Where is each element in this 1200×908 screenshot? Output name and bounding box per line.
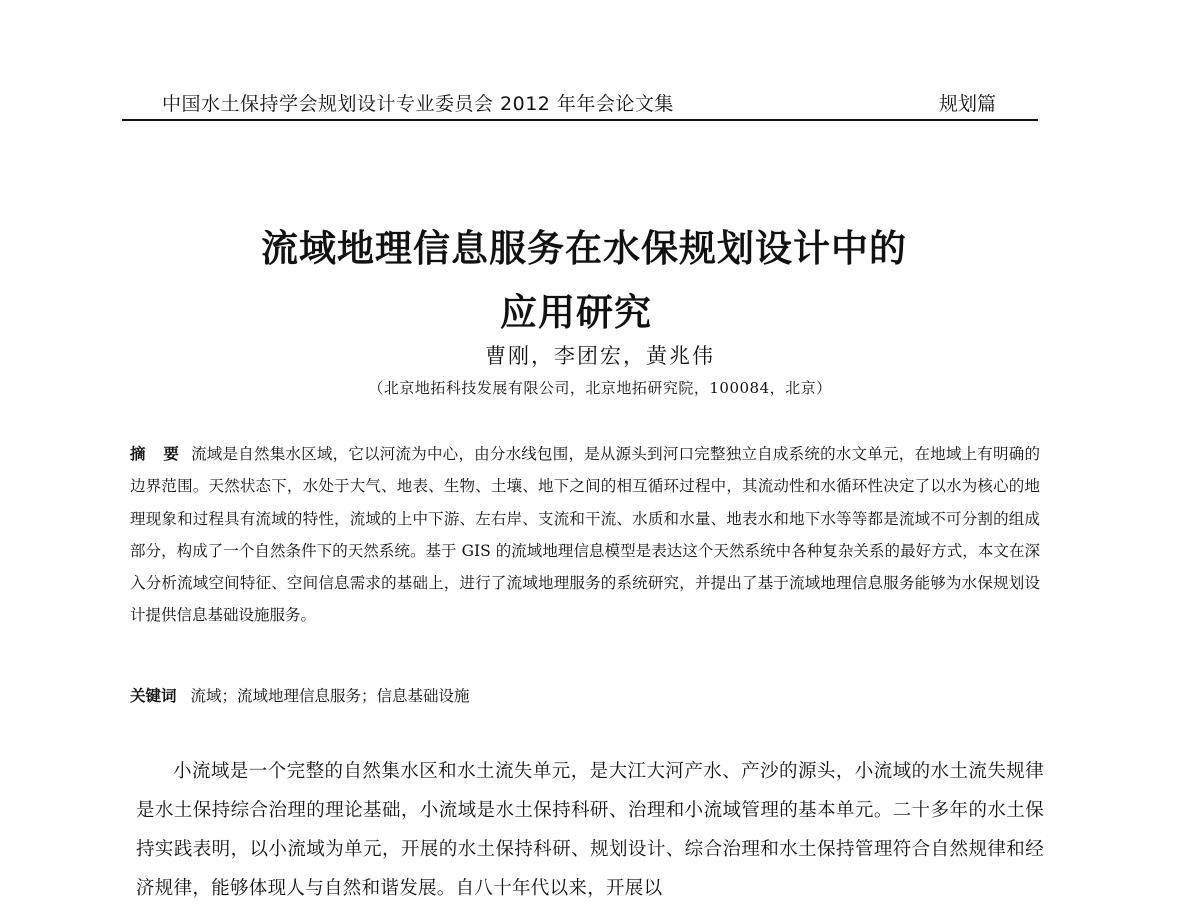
abstract-block bbox=[130, 438, 1040, 632]
body-paragraph: 小流域是一个完整的自然集水区和水土流失单元，是大江大河产水、产沙的源头，小流域的水土流失规律是水土保持综合治理的理论基础，小流域是水土保持科研、治理和小流域管理的基本单元。二十多年的水土保持实践表明，以小流域为单元，开展的水土保持科研、规划设计、综合治理和水土保持管理符合自然规律和经济规律，能够体现人与自然和谐发展。自八十年代以来，开展以 bbox=[136, 761, 1044, 899]
paper-title-line-2: 应用研究 bbox=[500, 291, 652, 334]
running-header bbox=[122, 89, 1038, 121]
keywords-text: 流域；流域地理信息服务；信息基础设施 bbox=[190, 687, 470, 705]
paper-title-line-1: 流域地理信息服务在水保规划设计中的 bbox=[261, 227, 907, 270]
abstract-label: 摘 要 bbox=[130, 445, 186, 463]
keywords-label: 关键词 bbox=[130, 687, 177, 705]
header-section-name: 规划篇 bbox=[938, 93, 996, 115]
keywords-block bbox=[130, 684, 1040, 706]
abstract-text: 流域是自然集水区域，它以河流为中心，由分水线包围，是从源头到河口完整独立自成系统的水文单元，在地域上有明确的边界范围。天然状态下，水处于大气、地表、生物、土壤、地下之间的相互循环过程中，其流动性和水循环性决定了以水为核心的地理现象和过程具有流域的特性，流域的上中下游、左右岸、支流和干流、水质和水量、地表水和地下水等等都是流域不可分割的组成部分，构成了一个自然条件下的天然系统。基于 GIS 的流域地理信息模型是表达这个天然系统中各种复杂关系的最好方式，本文在深入分析流域空间特征、空间信息需求的基础上，进行了流域地理服务的系统研究，并提出了基于流域地理信息服务能够为水保规划设计提供信息基础设施服务。 bbox=[130, 445, 1040, 625]
author-affiliation: （北京地拓科技发展有限公司，北京地拓研究院，100084，北京） bbox=[368, 379, 832, 397]
paper-authors: 曹刚，李团宏，黄兆伟 bbox=[485, 344, 715, 368]
header-proceedings-title: 中国水土保持学会规划设计专业委员会 2012 年年会论文集 bbox=[162, 93, 674, 115]
